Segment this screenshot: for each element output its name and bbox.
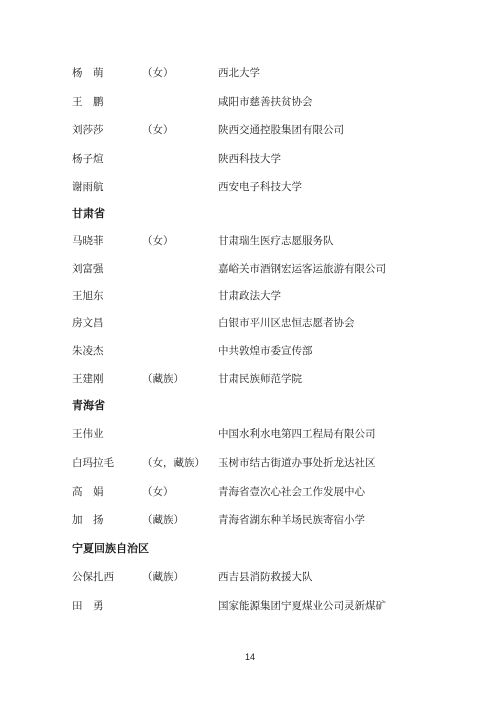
person-name: 田 勇 <box>72 600 104 612</box>
person-name: 加 扬 <box>72 514 104 526</box>
page-number: 14 <box>244 652 255 662</box>
person-name: 王 鹏 <box>72 96 104 108</box>
list-item <box>0 178 500 196</box>
list-item <box>0 150 500 168</box>
list-item <box>0 121 500 139</box>
person-note: （女，藏族） <box>142 457 205 469</box>
list-item <box>0 568 500 586</box>
list-item <box>0 511 500 529</box>
organization: 西北大学 <box>218 67 260 79</box>
person-note: （藏族） <box>142 373 184 385</box>
list-item <box>0 260 500 278</box>
organization: 青海省壹次心社会工作发展中心 <box>218 486 365 498</box>
person-name: 刘莎莎 <box>72 124 104 136</box>
province-heading: 甘肃省 <box>72 207 105 220</box>
person-note: （女） <box>142 235 174 247</box>
organization: 甘肃民族师范学院 <box>218 373 302 385</box>
list-item <box>0 232 500 250</box>
person-name: 王旭东 <box>72 290 104 302</box>
list-item <box>0 342 500 360</box>
organization: 陕西科技大学 <box>218 153 281 165</box>
person-note: （女） <box>142 486 174 498</box>
person-note: （藏族） <box>142 514 184 526</box>
list-item <box>0 370 500 388</box>
list-item <box>0 425 500 443</box>
list-item <box>0 64 500 82</box>
organization: 青海省湖东种羊场民族寄宿小学 <box>218 514 365 526</box>
person-name: 公保扎西 <box>72 571 114 583</box>
organization: 甘肃瑞生医疗志愿服务队 <box>218 235 334 247</box>
person-note: （女） <box>142 67 174 79</box>
list-item <box>0 597 500 615</box>
person-name: 杨 萌 <box>72 67 104 79</box>
person-name: 马晓菲 <box>72 235 104 247</box>
organization: 国家能源集团宁夏煤业公司灵新煤矿 <box>218 600 386 612</box>
list-item <box>0 483 500 501</box>
list-item <box>0 287 500 305</box>
list-item <box>0 314 500 332</box>
organization: 陕西交通控股集团有限公司 <box>218 124 344 136</box>
organization: 咸阳市慈善扶贫协会 <box>218 96 313 108</box>
person-note: （女） <box>142 124 174 136</box>
list-item <box>0 454 500 472</box>
organization: 嘉峪关市酒钢宏运客运旅游有限公司 <box>218 263 386 275</box>
person-name: 王建刚 <box>72 373 104 385</box>
province-heading: 宁夏回族自治区 <box>72 542 149 555</box>
person-name: 刘富强 <box>72 263 104 275</box>
organization: 中国水利水电第四工程局有限公司 <box>218 428 376 440</box>
organization: 白银市平川区忠恒志愿者协会 <box>218 317 355 329</box>
person-name: 高 娟 <box>72 486 104 498</box>
organization: 玉树市结古街道办事处折龙达社区 <box>218 457 376 469</box>
organization: 中共敦煌市委宣传部 <box>218 345 313 357</box>
person-name: 杨子煊 <box>72 153 104 165</box>
organization: 甘肃政法大学 <box>218 290 281 302</box>
list-item <box>0 93 500 111</box>
person-name: 房文昌 <box>72 317 104 329</box>
person-name: 朱凌杰 <box>72 345 104 357</box>
person-note: （藏族） <box>142 571 184 583</box>
province-heading: 青海省 <box>72 399 105 412</box>
person-name: 王伟业 <box>72 428 104 440</box>
person-name: 谢雨航 <box>72 181 104 193</box>
organization: 西吉县消防救援大队 <box>218 571 313 583</box>
person-name: 白玛拉毛 <box>72 457 114 469</box>
organization: 西安电子科技大学 <box>218 181 302 193</box>
